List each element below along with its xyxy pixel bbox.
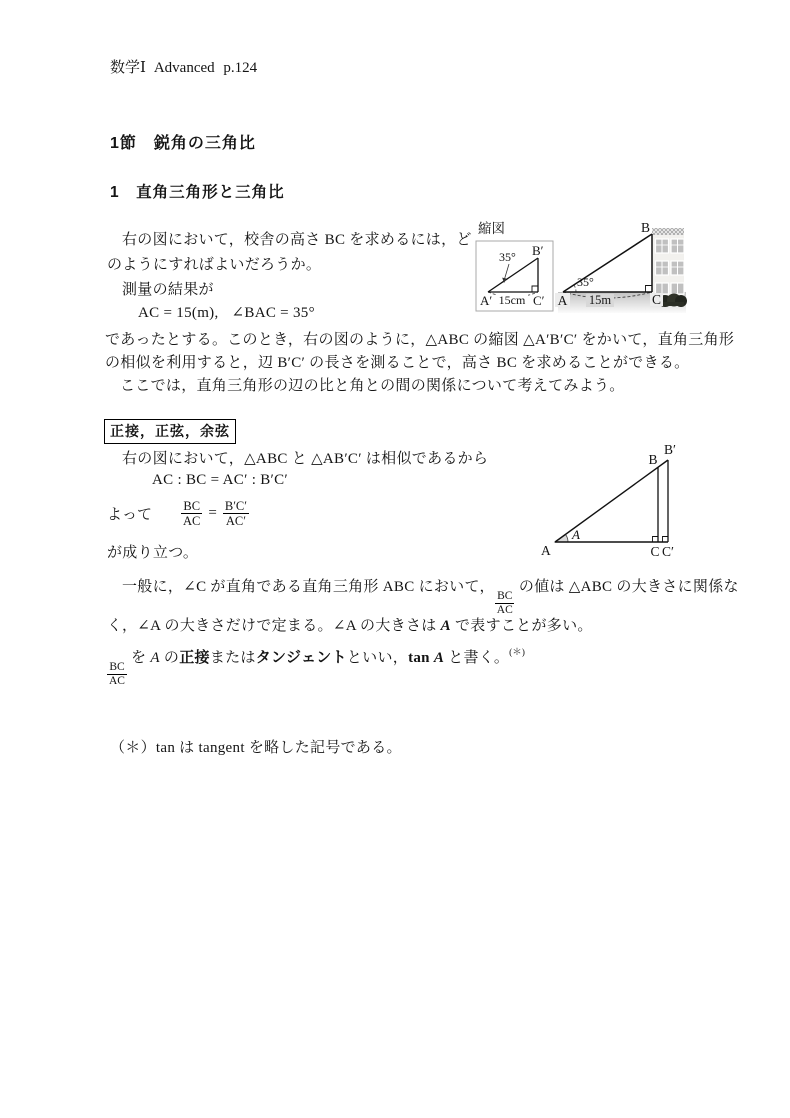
- inline-fraction: $\frac{BC}{AC}$: [109, 661, 125, 688]
- base-label: 15m: [588, 293, 612, 307]
- footnote: [110, 736, 402, 757]
- measurement-angle: ∠BAC = 35°: [231, 305, 315, 321]
- similar-triangle-figure: [535, 435, 750, 560]
- topic-box-heading: 正接，正弦，余弦: [104, 419, 236, 444]
- fraction-bc-ac: $\frac{BC}{AC}$: [183, 499, 201, 529]
- scale-drawing-label: 縮図: [478, 221, 505, 236]
- seisetsu-term: 正接: [179, 649, 210, 666]
- footnote-text: tan は tangent を略した記号である。: [155, 740, 402, 756]
- section-heading: 1節 鋭角の三角比: [110, 135, 256, 152]
- measurement-line: [138, 303, 315, 322]
- angle-label: 35°: [577, 275, 594, 289]
- intro-line-3: 測量の結果が: [122, 282, 214, 298]
- page-header: 数学Ⅰ Advanced p.124: [110, 60, 258, 76]
- vertex-a: A: [541, 543, 551, 558]
- proportion-line: AC : BC = AC′ : B′C′: [152, 472, 289, 488]
- vertex-b-prime: B′: [664, 442, 676, 457]
- scale-vertex-b: B′: [532, 243, 544, 258]
- therefore-label: よって: [107, 507, 153, 524]
- intro-line-2: のようにすればよいだろうか。: [107, 257, 322, 273]
- footnote-marker: （＊）: [110, 740, 156, 756]
- scale-vertex-c: C′: [533, 293, 545, 308]
- vertex-c-prime: C′: [662, 544, 674, 559]
- vertex-c: C: [650, 544, 660, 559]
- general-line-1: 一般に，∠C が直角である直角三角形 ABC において， $\frac{BC}{AC}$ の値は △ABC の大きさに関係な: [122, 579, 739, 617]
- subsection-heading: 1 直角三角形と三角比: [110, 184, 285, 201]
- fraction-bc-ac-prime: $\frac{B'C'}{AC'}$: [224, 499, 248, 529]
- footnote-ref: (＊): [509, 648, 525, 658]
- scale-base-label: 15cm: [498, 293, 526, 307]
- vertex-a: A: [557, 293, 568, 308]
- intro-line-4: であったとする。このとき，右の図のように，△ABC の縮図 △A′B′C′ をかいて，直角三角形: [105, 332, 735, 348]
- angle-arc: [574, 285, 576, 292]
- survey-figure: [470, 214, 690, 316]
- general-line-2: く，∠A の大きさだけで定まる。∠A の大きさは A で表すことが多い。: [107, 618, 593, 634]
- equals-sign: =: [208, 505, 217, 522]
- therefore-equation: [107, 499, 249, 529]
- vertex-b: B: [648, 452, 658, 467]
- scale-vertex-a: A′: [480, 293, 493, 308]
- building-scene: [555, 220, 687, 313]
- tangent-term: タンジェント: [255, 649, 347, 666]
- right-angle-mark-c: [653, 537, 659, 543]
- general-line-3: $\frac{BC}{AC}$ を A の正接またはタンジェントといい，tan A と書く。(＊): [109, 648, 525, 688]
- vertex-b: B: [640, 220, 650, 235]
- intro-line-1: 右の図において，校舎の高さ BC を求めるには，ど: [122, 232, 472, 248]
- vertex-c: C: [651, 292, 662, 307]
- intro-line-5: の相似を利用すると，辺 B′C′ の長さを測ることで，高さ BC を求めることができる。: [105, 355, 690, 371]
- holds-line: が成り立つ。: [107, 545, 199, 561]
- inline-fraction: $\frac{BC}{AC}$: [496, 590, 513, 617]
- angle-a-label: A: [572, 527, 580, 542]
- right-angle-mark-c-prime: [663, 537, 669, 543]
- measurement-ac: AC = 15(m),: [138, 305, 219, 321]
- scale-angle-label: 35°: [499, 250, 516, 264]
- intro-line-6: ここでは，直角三角形の辺の比と角との間の関係について考えてみよう。: [120, 378, 625, 394]
- similar-line: 右の図において，△ABC と △AB′C′ は相似であるから: [122, 451, 489, 467]
